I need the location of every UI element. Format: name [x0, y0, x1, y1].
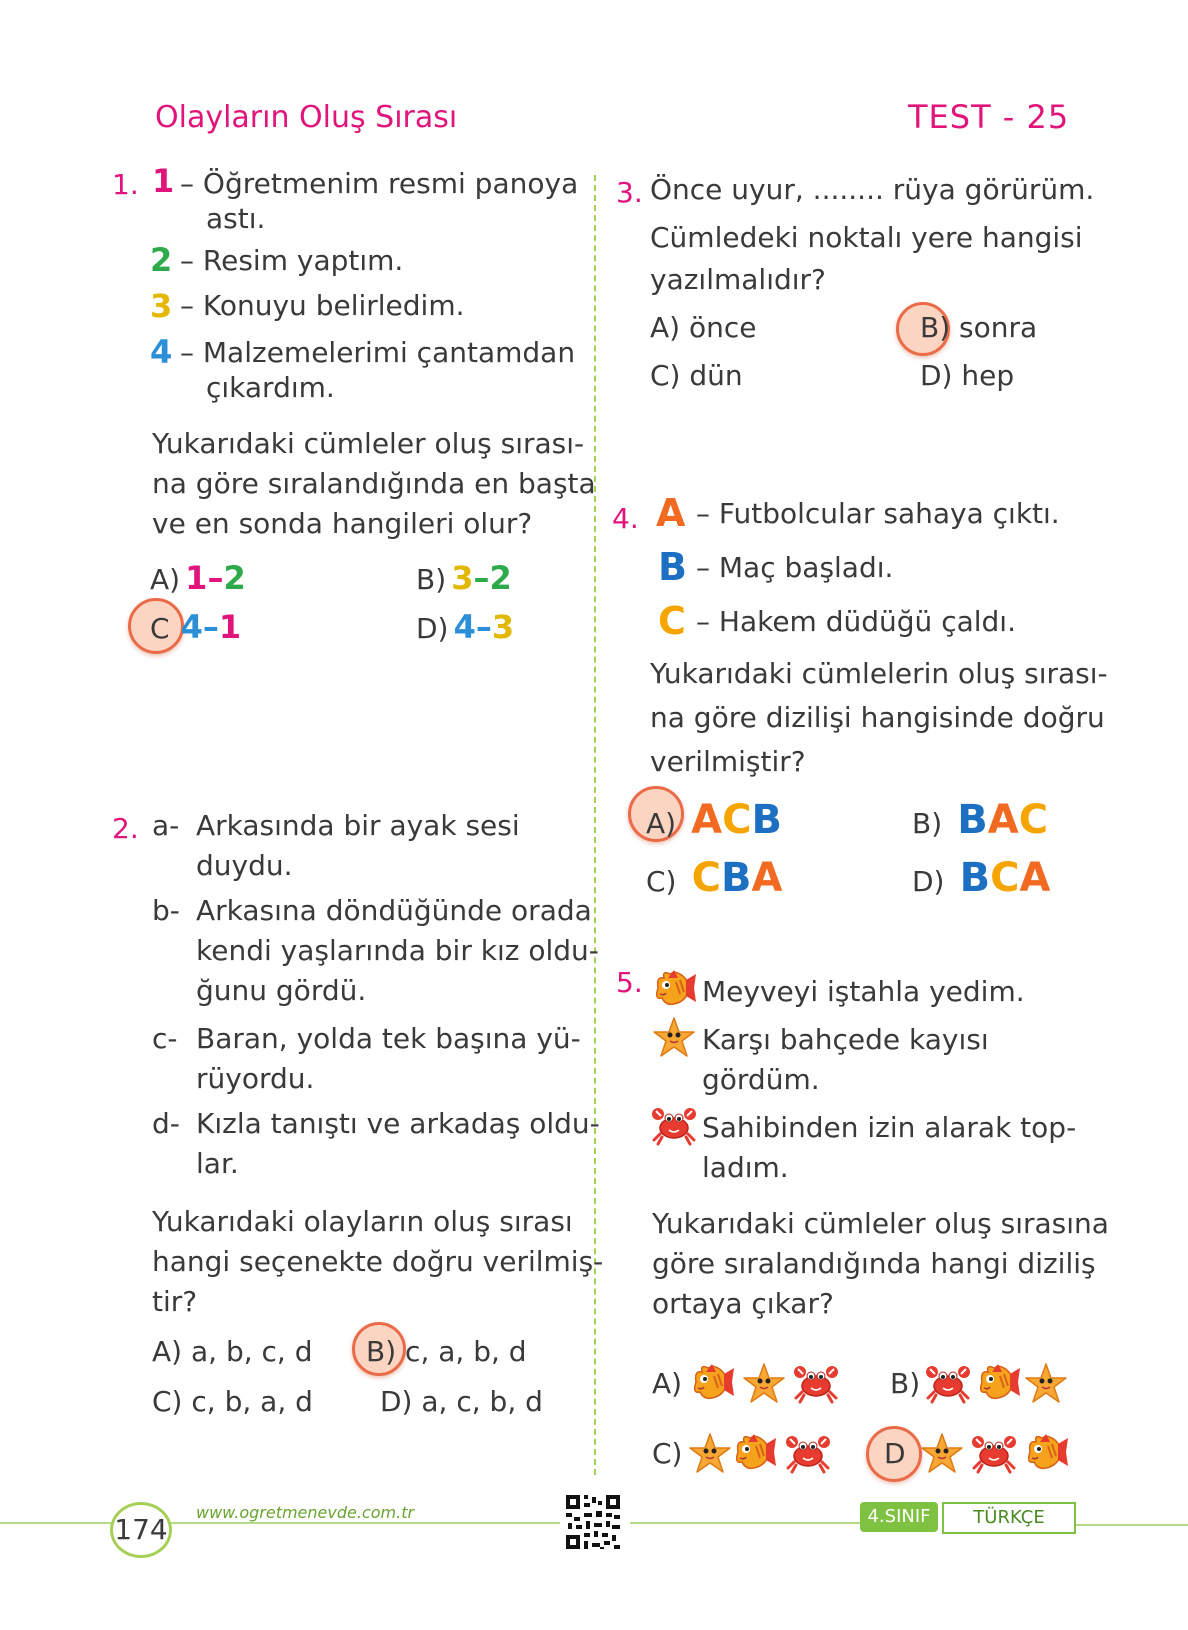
option-value: c, b, a, d: [191, 1385, 313, 1418]
option-value: 4: [453, 608, 476, 646]
item-text: – Resim yaptım.: [180, 244, 404, 277]
item-text: – Öğretmenim resmi panoya: [180, 167, 579, 200]
option-label: A): [646, 807, 677, 840]
item-key: d-: [152, 1107, 180, 1140]
question-text: yazılmalıdır?: [650, 263, 826, 296]
option-d[interactable]: [912, 855, 1051, 901]
option-value: önce: [688, 311, 757, 344]
qr-code-icon[interactable]: [564, 1493, 622, 1551]
item-text: lar.: [196, 1147, 239, 1180]
option-b[interactable]: [912, 797, 1049, 843]
grade-badge: 4.SINIF: [860, 1502, 938, 1532]
option-sep: –: [473, 559, 490, 597]
question-text: na göre dizilişi hangisinde doğru: [650, 701, 1105, 734]
starfish-icon: [1024, 1362, 1070, 1404]
fish-icon: [1024, 1432, 1070, 1474]
option-value: c, a, b, d: [405, 1335, 527, 1368]
item-text: astı.: [206, 202, 266, 235]
option-label: B): [912, 807, 943, 840]
fish-icon: [690, 1362, 736, 1404]
item-text: Sahibinden izin alarak top-: [702, 1111, 1077, 1144]
question-text: verilmiştir?: [650, 745, 806, 778]
item-text: – Malzemelerimi çantamdan: [180, 336, 576, 369]
footer-line: [630, 1522, 860, 1524]
option-label: D): [920, 359, 953, 392]
seq-letter: C: [722, 797, 752, 843]
starfish-icon: [920, 1432, 966, 1474]
option-b[interactable]: [416, 559, 512, 597]
page-number: 174: [110, 1502, 172, 1558]
column-divider: [594, 175, 596, 1475]
option-b[interactable]: [920, 311, 1038, 344]
item-text: gördüm.: [702, 1063, 820, 1096]
question-text: Yukarıdaki cümlelerin oluş sırası-: [650, 657, 1108, 690]
question-text: tir?: [152, 1285, 198, 1318]
item-text: çıkardım.: [206, 371, 335, 404]
fish-icon: [732, 1432, 778, 1474]
option-label: D: [884, 1437, 906, 1470]
section-title: Olayların Oluş Sırası: [155, 100, 458, 135]
question-text: Yukarıdaki cümleler oluş sırası-: [152, 427, 585, 460]
item-number: 3: [150, 287, 173, 325]
option-d[interactable]: [380, 1385, 543, 1418]
item-text: Arkasına döndüğünde orada: [196, 894, 592, 927]
option-value: a, c, b, d: [421, 1385, 543, 1418]
item-number: 2: [150, 241, 173, 279]
letter-c: C: [658, 599, 686, 643]
option-b[interactable]: [366, 1335, 527, 1368]
letter-b: B: [658, 545, 687, 589]
item-text: Arkasında bir ayak sesi: [196, 809, 520, 842]
crab-icon: [652, 1104, 698, 1146]
option-a[interactable]: [652, 1362, 862, 1408]
option-label: D): [912, 865, 945, 898]
option-b[interactable]: [890, 1362, 1080, 1408]
option-a[interactable]: [152, 1335, 313, 1368]
item-text: Meyveyi iştahla yedim.: [702, 975, 1025, 1008]
seq-letter: A: [1019, 855, 1051, 901]
seq-letter: B: [959, 855, 991, 901]
letter-a: A: [656, 491, 686, 535]
option-label: B): [920, 311, 951, 344]
item-text: – Futbolcular sahaya çıktı.: [696, 497, 1060, 530]
option-sep: –: [207, 559, 224, 597]
item-text: ladım.: [702, 1151, 789, 1184]
question-text: Cümledeki noktalı yere hangisi: [650, 221, 1083, 254]
fish-icon: [976, 1362, 1022, 1404]
question-text: hangi seçenekte doğru verilmiş-: [152, 1245, 604, 1278]
seq-letter: B: [957, 797, 988, 843]
question-number: 4.: [612, 502, 639, 535]
option-label: B): [366, 1335, 397, 1368]
crab-icon: [794, 1362, 840, 1404]
crab-icon: [972, 1432, 1018, 1474]
question-text: Önce uyur, ........ rüya görürüm.: [650, 173, 1095, 206]
seq-letter: A: [987, 797, 1019, 843]
item-text: – Maç başladı.: [696, 551, 894, 584]
seq-letter: A: [751, 855, 783, 901]
option-value: 2: [223, 559, 246, 597]
question-number: 1.: [112, 168, 139, 201]
seq-letter: C: [691, 855, 721, 901]
option-c[interactable]: [652, 1432, 862, 1478]
option-c[interactable]: [150, 608, 242, 646]
item-text: – Hakem düdüğü çaldı.: [696, 605, 1016, 638]
option-label: D): [416, 612, 449, 645]
option-label: C): [152, 1385, 183, 1418]
option-c[interactable]: [650, 359, 743, 392]
item-key: b-: [152, 894, 180, 927]
option-label: B): [416, 563, 447, 596]
seq-letter: B: [751, 797, 782, 843]
question-number: 3.: [616, 176, 643, 209]
option-label: A): [150, 563, 181, 596]
option-value: sonra: [959, 311, 1038, 344]
option-a[interactable]: [150, 559, 246, 597]
question-text: Yukarıdaki cümleler oluş sırasına: [652, 1207, 1109, 1240]
option-d[interactable]: [416, 608, 515, 646]
question-number: 5.: [616, 966, 643, 999]
option-value: 3: [491, 608, 515, 646]
question-number: 2.: [112, 812, 139, 845]
option-label: D): [380, 1385, 413, 1418]
option-label: C: [150, 612, 170, 645]
question-text: na göre sıralandığında en başta: [152, 467, 596, 500]
item-text: rüyordu.: [196, 1062, 315, 1095]
option-label: B): [890, 1367, 921, 1400]
crab-icon: [926, 1362, 972, 1404]
website-link[interactable]: www.ogretmenevde.com.tr: [196, 1503, 415, 1522]
seq-letter: C: [1018, 797, 1049, 843]
item-text: Kızla tanıştı ve arkadaş oldu-: [196, 1107, 600, 1140]
seq-letter: C: [990, 855, 1020, 901]
option-sep: –: [475, 608, 492, 646]
item-text: ğunu gördü.: [196, 974, 367, 1007]
question-text: göre sıralandığında hangi diziliş: [652, 1247, 1096, 1280]
crab-icon: [786, 1432, 832, 1474]
option-d[interactable]: [880, 1432, 1080, 1478]
option-value: 4: [180, 608, 203, 646]
item-text: Baran, yolda tek başına yü-: [196, 1022, 581, 1055]
option-label: A): [650, 311, 681, 344]
option-label: C): [650, 359, 681, 392]
fish-icon: [652, 968, 698, 1010]
item-key: c-: [152, 1022, 178, 1055]
option-value: 1: [185, 559, 208, 597]
starfish-icon: [688, 1432, 734, 1474]
option-value: 3: [451, 559, 474, 597]
option-value: hep: [961, 359, 1015, 392]
option-c[interactable]: [646, 855, 783, 901]
option-value: 2: [489, 559, 512, 597]
seq-letter: A: [691, 797, 723, 843]
option-d[interactable]: [920, 359, 1015, 392]
option-sep: –: [202, 608, 219, 646]
starfish-icon: [652, 1016, 698, 1058]
item-text: kendi yaşlarında bir kız oldu-: [196, 934, 599, 967]
option-label: C): [646, 865, 677, 898]
option-a[interactable]: [650, 311, 757, 344]
option-c[interactable]: [152, 1385, 313, 1418]
starfish-icon: [742, 1362, 788, 1404]
question-text: Yukarıdaki olayların oluş sırası: [152, 1205, 573, 1238]
option-label: A): [652, 1367, 683, 1400]
item-number: 1: [152, 162, 175, 200]
option-label: C): [652, 1437, 683, 1470]
test-number: TEST - 25: [908, 98, 1070, 136]
question-text: ve en sonda hangileri olur?: [152, 507, 533, 540]
option-value: 1: [218, 608, 242, 646]
option-label: A): [152, 1335, 183, 1368]
option-value: a, b, c, d: [190, 1335, 313, 1368]
footer-line: [1076, 1524, 1188, 1526]
subject-badge: TÜRKÇE: [942, 1502, 1076, 1534]
question-text: ortaya çıkar?: [652, 1287, 834, 1320]
option-a[interactable]: [646, 797, 782, 843]
option-value: dün: [689, 359, 743, 392]
item-text: duydu.: [196, 849, 293, 882]
item-text: – Konuyu belirledim.: [180, 289, 465, 322]
item-key: a-: [152, 809, 180, 842]
footer-line: [0, 1522, 560, 1524]
item-number: 4: [150, 333, 173, 371]
item-text: Karşı bahçede kayısı: [702, 1023, 989, 1056]
seq-letter: B: [720, 855, 752, 901]
